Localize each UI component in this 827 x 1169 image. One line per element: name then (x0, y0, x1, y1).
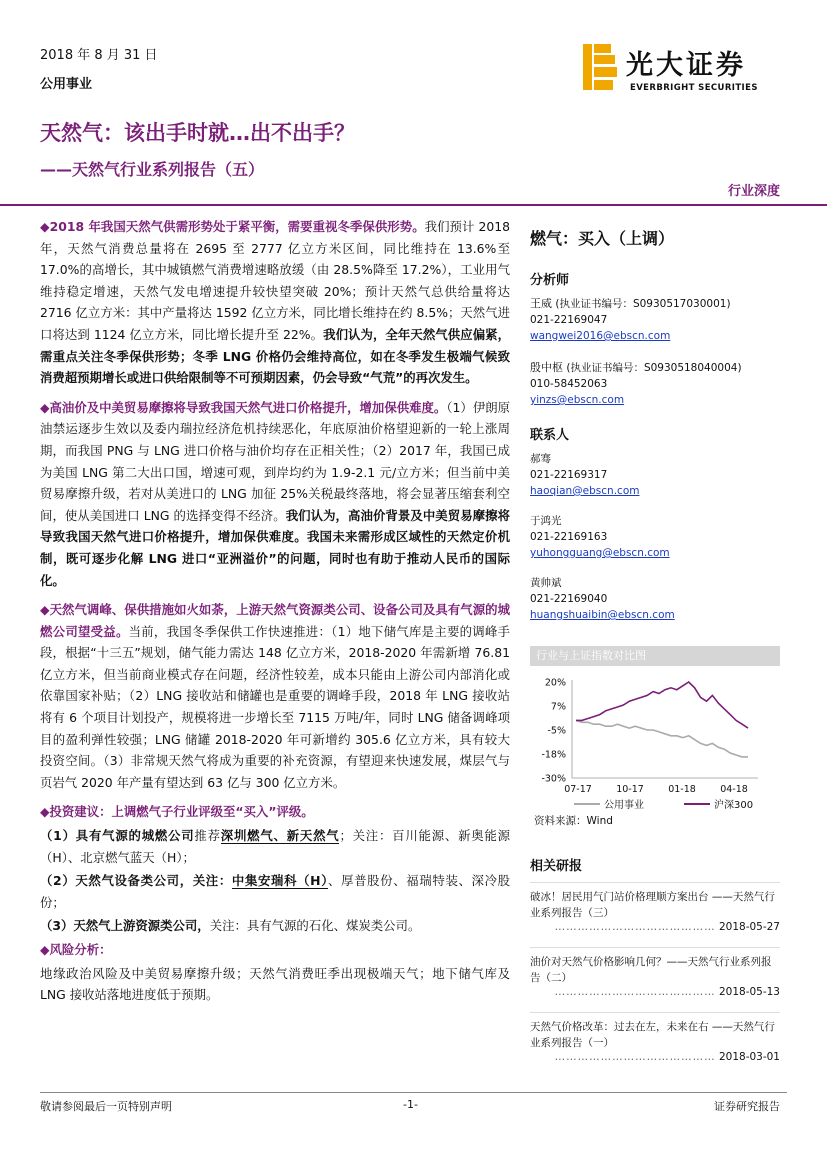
research-date: 2018-05-27 (718, 921, 780, 933)
comparison-chart (530, 668, 780, 828)
paragraph-heading: ◆2018 年我国天然气供需形势处于紧平衡，需要重视冬季保供形势。 (40, 219, 425, 234)
contact-phone: 021-22169163 (530, 531, 608, 543)
recommend-city-gas (40, 825, 510, 868)
page-title: 天然气：该出手时就…出不出手？ (40, 121, 355, 145)
leader-dots: …………………………………… (554, 1051, 716, 1063)
recommend-text: 、厚普股份、福瑞特装、深冷股份； (40, 873, 511, 910)
analyst-cert: (执业证书编号：S0930518040004) (566, 362, 742, 374)
research-title: 天然气价格改革：过去在左，未来在右 ——天然气行业系列报告（一） (530, 1021, 775, 1049)
recommend-label: （2）天然气设备类公司，关注： (40, 873, 232, 889)
chart-xtick-label: 01-18 (668, 784, 696, 795)
footer-type: 证券研究报告 (714, 1100, 780, 1113)
paragraph-heading: ◆投资建议：上调燃气子行业评级至“买入”评级。 (40, 804, 314, 820)
recommend-text: 关注：具有气源的石化、煤炭类公司。 (209, 918, 421, 934)
chart-ytick-label: -30% (541, 773, 566, 785)
paragraph-investment (40, 801, 510, 823)
paragraph-heading: ◆高油价及中美贸易摩擦将导致我国天然气进口价格提升，增加保供难度。 (40, 399, 447, 415)
recommend-stocks: 深圳燃气、新天然气 (220, 828, 340, 844)
sector-label: 公用事业 (40, 77, 93, 92)
contact-card (530, 513, 780, 561)
chart-ytick-label: -5% (547, 725, 566, 737)
paragraph-risk (40, 939, 510, 961)
chart-xtick-label: 07-17 (564, 784, 592, 795)
paragraph-heading: ◆天然气调峰、保供措施如火如荼，上游天然气资源类公司、设备公司及具有气源的城燃公司望受益。 (40, 602, 510, 639)
contact-phone: 021-22169317 (530, 469, 608, 481)
analyst-phone: 010-58452063 (530, 378, 608, 390)
contact-email-link[interactable]: haoqian@ebscn.com (530, 485, 640, 497)
related-research (530, 855, 780, 1077)
research-title: 破冰！居民用气门站价格理顺方案出台 ——天然气行业系列报告（三） (530, 891, 775, 919)
chart-legend-label: 沪深300 (714, 800, 754, 811)
research-date: 2018-05-13 (718, 986, 780, 998)
paragraph-text: 我们预计 2018 年，天然气消费总量将在 2695 至 2777 亿立方米区间，同比维持在 13.6%至 17.0%的高增长，其中城镇燃气消费增速略放缓（由 28.5%降至 17.2%），工业用气维持稳定增速，天然气发电增速提升较快望突破 20%；预计天然气总供给量将达 2716 亿立方米：其中产量将达 1592 亿立方米，同比增长维持在约 8.5%；天然气进口将达到 1124 亿立方米，同比增长提升至 22%。 (40, 219, 510, 342)
logo-english: EVERBRIGHT SECURITIES (630, 83, 758, 93)
logo-chinese: 光大证券 (626, 50, 746, 81)
analyst-heading: 分析师 (530, 273, 570, 288)
contact-name: 黄帅斌 (530, 577, 562, 589)
paragraph-peak (40, 599, 510, 793)
chart-source: 资料来源：Wind (534, 815, 613, 827)
contact-card (530, 451, 780, 499)
chart-legend-label: 公用事业 (604, 800, 644, 811)
analyst-email-link[interactable]: wangwei2016@ebscn.com (530, 330, 671, 342)
chart-xtick-label: 04-18 (720, 784, 748, 795)
everbright-logo-icon (583, 44, 617, 90)
analyst-cert: (执业证书编号：S0930517030001) (555, 298, 731, 310)
contact-card (530, 575, 780, 623)
footer-divider (40, 1092, 787, 1093)
research-item[interactable] (530, 1012, 780, 1063)
report-date: 2018 年 8 月 31 日 (40, 48, 158, 63)
chart-ytick-label: 7% (550, 701, 566, 713)
chart-series-line (576, 682, 748, 728)
header-divider (0, 204, 827, 206)
rating: 燃气：买入（上调） (530, 229, 675, 248)
chart-ytick-label: 20% (544, 677, 566, 689)
recommend-label: （3）天然气上游资源类公司， (40, 918, 210, 934)
contact-name: 于鸿光 (530, 515, 562, 527)
analyst-card (530, 296, 780, 344)
main-body (40, 216, 510, 1014)
paragraph-heading: ◆风险分析： (40, 942, 112, 957)
paragraph-bold: 我们认为，高油价背景及中美贸易摩擦将导致我国天然气进口价格提升，增加保供难度。我国未来需形成区域性的天然定价机制，既可逐步化解 LNG 进口“亚洲溢价”的问题，同时也有助于推动人民币的国际化。 (40, 507, 510, 588)
analyst-name: 王威 (530, 297, 552, 310)
chart-xtick-label: 10-17 (616, 784, 644, 795)
research-item[interactable] (530, 947, 780, 998)
report-type-tag: 行业深度 (727, 184, 780, 199)
paragraph-bold: 我们认为，全年天然气供应偏紧，需重点关注冬季保供形势；冬季 LNG 价格仍会维持高位，如在冬季发生极端气候致消费超预期增长或进口供给限制等不可预期因素，仍会导致“气荒”的再次发生。 (40, 326, 511, 386)
recommend-text: 推荐 (194, 828, 221, 844)
page-number: -1- (403, 1098, 418, 1111)
recommend-equipment (40, 870, 510, 913)
sidebar (530, 216, 780, 637)
chart-series-line (576, 720, 748, 757)
paragraph-text: 当前，我国冬季保供工作快速推进：（1）地下储气库是主要的调峰手段，根据“十三五”规划，储气能力需达 148 亿立方米，2018-2020 年需新增 76.81 亿立方米，但当前商业模式存在问题，经济性较差，成本只能由上游公司内部消化或依靠国家补贴；（2）LNG 接收站和储罐也是重要的调峰手段，2018 年 LNG 接收站将有 6 个项目计划投产，规模将进一步增长至 7115 万吨/年，同时 LNG 储备调峰项目的盈利弹性较强；LNG 储罐 2018-2020 年可新增约 305.6 亿立方米，具有较大投资空间。（3）非常规天然气将成为重要的补充资源，有望迎来快速发展，煤层气与页岩气 2020 年产量有望达到 63 亿与 300 亿立方米。 (40, 623, 511, 790)
risk-text: 地缘政治风险及中美贸易摩擦升级；天然气消费旺季出现极端天气；地下储气库及 LNG 接收站落地进度低于预期。 (40, 965, 510, 1003)
chart-ytick-label: -18% (541, 749, 566, 761)
recommend-text: ；关注：百川能源、新奥能源（H）、北京燃气蓝天（H）； (40, 828, 511, 865)
leader-dots: …………………………………… (554, 921, 716, 933)
contact-name: 郝骞 (530, 453, 551, 465)
recommend-stocks: 中集安瑞科（H） (231, 873, 329, 889)
contact-email-link[interactable]: yuhongguang@ebscn.com (530, 547, 670, 559)
leader-dots: …………………………………… (554, 986, 716, 998)
paragraph-text: （1）伊朗原油禁运逐步生效以及委内瑞拉经济危机持续恶化，年底原油价格望迎新的一轮上涨周期，而我国 PNG 与 LNG 进口价格与油价均存在正相关性；（2）2017 年，我国已成为美国 LNG 第二大出口国，增速可观，到岸均约为 1.9-2.1 元/立方米；但当前中美贸易摩擦升级，若对从美进口的 LNG 加征 25%关税最终落地，将会显著压缩套利空间，使从美国进口 LNG 的选择变得不经济。 (40, 399, 511, 523)
research-date: 2018-03-01 (718, 1051, 780, 1063)
analyst-card (530, 360, 780, 408)
contact-heading: 联系人 (530, 428, 570, 443)
analyst-email-link[interactable]: yinzs@ebscn.com (530, 394, 625, 406)
recommend-upstream (40, 915, 510, 937)
footer-disclaimer: 敬请参阅最后一页特别声明 (40, 1100, 172, 1113)
research-item[interactable] (530, 882, 780, 933)
contact-phone: 021-22169040 (530, 593, 608, 605)
chart-title: 行业与上证指数对比图 (530, 646, 780, 666)
paragraph-import (40, 397, 510, 591)
analyst-name: 殷中枢 (530, 361, 563, 374)
analyst-phone: 021-22169047 (530, 314, 608, 326)
recommend-label: （1）具有气源的城燃公司 (40, 828, 195, 844)
research-title: 油价对天然气价格影响几何？——天然气行业系列报告（二） (530, 956, 772, 984)
paragraph-demand (40, 216, 510, 389)
research-heading: 相关研报 (530, 859, 583, 874)
page-subtitle: ——天然气行业系列报告（五） (40, 160, 265, 179)
contact-email-link[interactable]: huangshuaibin@ebscn.com (530, 609, 675, 621)
